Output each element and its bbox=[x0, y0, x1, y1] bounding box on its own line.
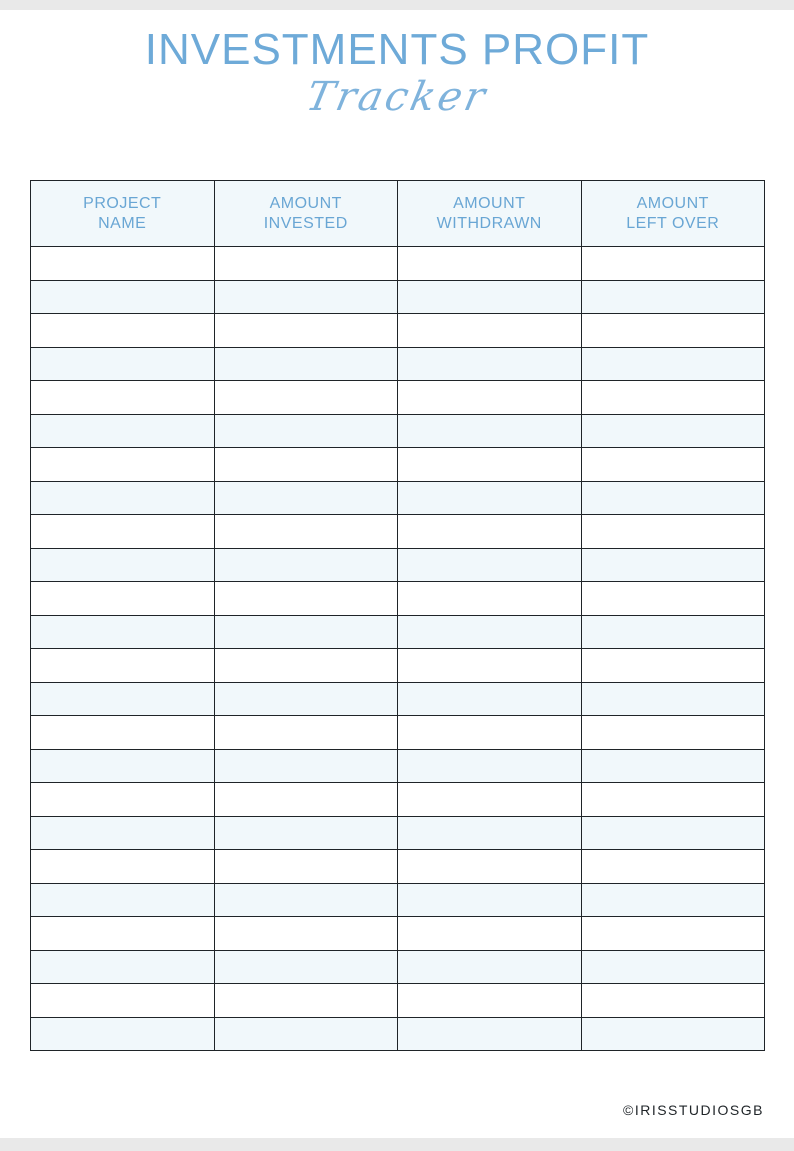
table-row bbox=[31, 716, 765, 750]
table-row bbox=[31, 883, 765, 917]
table-header-row bbox=[31, 181, 765, 247]
table-cell[interactable] bbox=[398, 716, 582, 750]
column-header-line: PROJECT bbox=[83, 194, 162, 212]
tracker-table bbox=[30, 180, 765, 1051]
table-cell[interactable] bbox=[581, 816, 765, 850]
table-cell[interactable] bbox=[214, 615, 398, 649]
table-cell[interactable] bbox=[398, 1017, 582, 1051]
table-row bbox=[31, 481, 765, 515]
table-cell[interactable] bbox=[214, 716, 398, 750]
table-cell[interactable] bbox=[31, 481, 215, 515]
table-cell[interactable] bbox=[581, 615, 765, 649]
table-cell[interactable] bbox=[214, 280, 398, 314]
table-cell[interactable] bbox=[581, 850, 765, 884]
page-subtitle: Tracker bbox=[302, 74, 492, 120]
table-cell[interactable] bbox=[214, 448, 398, 482]
table-cell[interactable] bbox=[581, 314, 765, 348]
table-cell[interactable] bbox=[581, 548, 765, 582]
table-cell[interactable] bbox=[398, 481, 582, 515]
column-header-line: AMOUNT bbox=[269, 194, 342, 212]
table-cell[interactable] bbox=[214, 917, 398, 951]
table-row bbox=[31, 783, 765, 817]
table-row bbox=[31, 984, 765, 1018]
table-cell[interactable] bbox=[31, 883, 215, 917]
table-cell[interactable] bbox=[214, 984, 398, 1018]
table-cell[interactable] bbox=[398, 783, 582, 817]
column-header-project-name bbox=[31, 181, 215, 247]
table-cell[interactable] bbox=[398, 917, 582, 951]
table-cell[interactable] bbox=[581, 883, 765, 917]
table-cell[interactable] bbox=[214, 649, 398, 683]
table-cell[interactable] bbox=[581, 582, 765, 616]
table-cell[interactable] bbox=[31, 917, 215, 951]
page-title: INVESTMENTS PROFIT bbox=[144, 25, 650, 74]
table-cell[interactable] bbox=[581, 950, 765, 984]
table-cell[interactable] bbox=[398, 816, 582, 850]
table-row bbox=[31, 649, 765, 683]
table-cell[interactable] bbox=[214, 515, 398, 549]
table-cell[interactable] bbox=[398, 280, 582, 314]
table-row bbox=[31, 347, 765, 381]
table-cell[interactable] bbox=[214, 950, 398, 984]
column-header-amount-left-over bbox=[581, 181, 765, 247]
table-cell[interactable] bbox=[31, 548, 215, 582]
table-cell[interactable] bbox=[31, 247, 215, 281]
table-row bbox=[31, 280, 765, 314]
table-cell[interactable] bbox=[31, 615, 215, 649]
table-row bbox=[31, 314, 765, 348]
table-cell[interactable] bbox=[398, 314, 582, 348]
table-cell[interactable] bbox=[31, 749, 215, 783]
table-cell[interactable] bbox=[214, 582, 398, 616]
table-row bbox=[31, 816, 765, 850]
table-cell[interactable] bbox=[398, 347, 582, 381]
table-cell[interactable] bbox=[31, 984, 215, 1018]
table-cell[interactable] bbox=[31, 414, 215, 448]
table-cell[interactable] bbox=[581, 716, 765, 750]
table-cell[interactable] bbox=[581, 984, 765, 1018]
table-cell[interactable] bbox=[214, 381, 398, 415]
table-row bbox=[31, 548, 765, 582]
table-cell[interactable] bbox=[398, 682, 582, 716]
table-row bbox=[31, 247, 765, 281]
table-row bbox=[31, 448, 765, 482]
table-cell[interactable] bbox=[398, 515, 582, 549]
table-cell[interactable] bbox=[31, 950, 215, 984]
table-cell[interactable] bbox=[398, 381, 582, 415]
table-cell[interactable] bbox=[581, 481, 765, 515]
table-cell[interactable] bbox=[31, 1017, 215, 1051]
copyright-credit: ©IRISSTUDIOSGB bbox=[623, 1102, 764, 1118]
table-cell[interactable] bbox=[214, 850, 398, 884]
table-cell[interactable] bbox=[31, 850, 215, 884]
table-cell[interactable] bbox=[581, 381, 765, 415]
table-cell[interactable] bbox=[214, 816, 398, 850]
table-cell[interactable] bbox=[31, 783, 215, 817]
table-cell[interactable] bbox=[31, 649, 215, 683]
table-cell[interactable] bbox=[398, 247, 582, 281]
table-cell[interactable] bbox=[31, 582, 215, 616]
table-cell[interactable] bbox=[581, 247, 765, 281]
table-cell[interactable] bbox=[214, 314, 398, 348]
table-cell[interactable] bbox=[398, 615, 582, 649]
table-cell[interactable] bbox=[214, 247, 398, 281]
table-cell[interactable] bbox=[581, 749, 765, 783]
column-header-line: INVESTED bbox=[263, 214, 348, 232]
table-cell[interactable] bbox=[31, 515, 215, 549]
column-header-line: AMOUNT bbox=[453, 194, 526, 212]
table-cell[interactable] bbox=[581, 515, 765, 549]
table-cell[interactable] bbox=[31, 682, 215, 716]
table-cell[interactable] bbox=[31, 347, 215, 381]
table-cell[interactable] bbox=[31, 280, 215, 314]
table-cell[interactable] bbox=[581, 1017, 765, 1051]
column-header-amount-withdrawn bbox=[398, 181, 582, 247]
table-cell[interactable] bbox=[581, 280, 765, 314]
table-row bbox=[31, 414, 765, 448]
table-cell[interactable] bbox=[31, 448, 215, 482]
table-cell[interactable] bbox=[398, 582, 582, 616]
table-cell[interactable] bbox=[581, 347, 765, 381]
table-cell[interactable] bbox=[214, 883, 398, 917]
table-cell[interactable] bbox=[214, 481, 398, 515]
planner-sheet bbox=[0, 10, 794, 1138]
table-cell[interactable] bbox=[398, 414, 582, 448]
table-cell[interactable] bbox=[398, 649, 582, 683]
table-cell[interactable] bbox=[214, 548, 398, 582]
table-row bbox=[31, 381, 765, 415]
table-cell[interactable] bbox=[581, 448, 765, 482]
column-header-line: AMOUNT bbox=[636, 194, 709, 212]
table-cell[interactable] bbox=[214, 783, 398, 817]
table-cell[interactable] bbox=[398, 448, 582, 482]
table-cell[interactable] bbox=[398, 984, 582, 1018]
table-cell[interactable] bbox=[214, 682, 398, 716]
table-cell[interactable] bbox=[31, 381, 215, 415]
table-cell[interactable] bbox=[398, 749, 582, 783]
table-row bbox=[31, 515, 765, 549]
table-cell[interactable] bbox=[398, 883, 582, 917]
table-row bbox=[31, 1017, 765, 1051]
table-cell[interactable] bbox=[31, 314, 215, 348]
column-header-amount-invested bbox=[214, 181, 398, 247]
table-cell[interactable] bbox=[581, 783, 765, 817]
table-cell[interactable] bbox=[581, 649, 765, 683]
table-row bbox=[31, 749, 765, 783]
column-header-line: WITHDRAWN bbox=[436, 214, 542, 232]
table-row bbox=[31, 917, 765, 951]
column-header-line: LEFT OVER bbox=[626, 214, 720, 232]
table-cell[interactable] bbox=[581, 414, 765, 448]
table-cell[interactable] bbox=[31, 816, 215, 850]
table-row bbox=[31, 950, 765, 984]
table-cell[interactable] bbox=[31, 716, 215, 750]
table-row bbox=[31, 850, 765, 884]
table-cell[interactable] bbox=[214, 414, 398, 448]
table-cell[interactable] bbox=[398, 850, 582, 884]
table-cell[interactable] bbox=[581, 917, 765, 951]
table-cell[interactable] bbox=[398, 548, 582, 582]
table-cell[interactable] bbox=[214, 749, 398, 783]
table-row bbox=[31, 582, 765, 616]
table-body bbox=[31, 247, 765, 1051]
column-header-line: NAME bbox=[98, 214, 147, 232]
table-cell[interactable] bbox=[581, 682, 765, 716]
table-row bbox=[31, 615, 765, 649]
table-cell[interactable] bbox=[214, 347, 398, 381]
table-cell[interactable] bbox=[398, 950, 582, 984]
table-row bbox=[31, 682, 765, 716]
table-cell[interactable] bbox=[214, 1017, 398, 1051]
